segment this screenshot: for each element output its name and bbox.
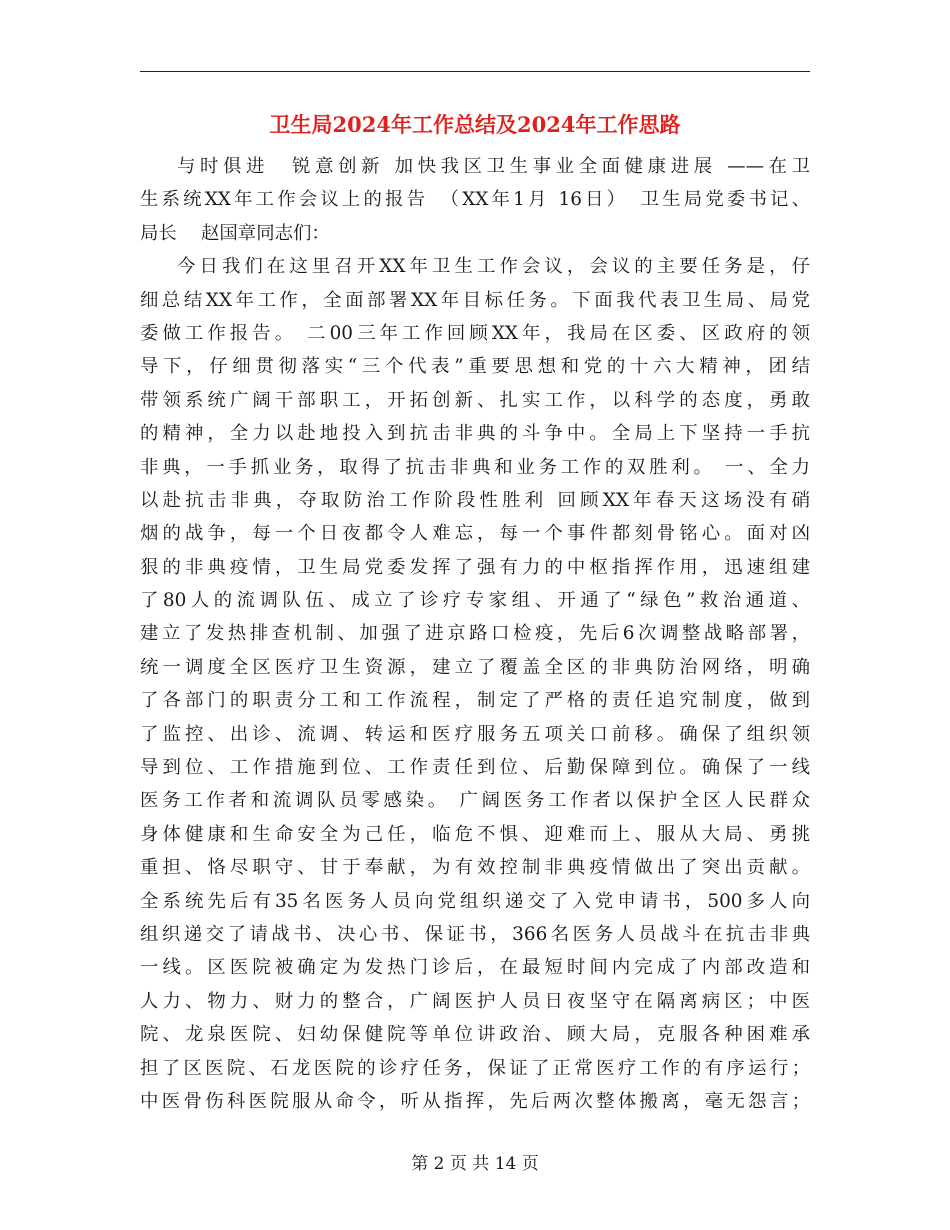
body-line-16: 统一调度全区医疗卫生资源，建立了覆盖全区的非典防治网络，明确 xyxy=(140,656,810,678)
document-title: 卫生局2024年工作总结及2024年工作思路 xyxy=(269,112,681,137)
body-line-27: 院、龙泉医院、妇幼保健院等单位讲政治、顾大局，克服各种困难承 xyxy=(140,1024,810,1046)
body-line-1: 与时俱进 锐意创新 加快我区卫生事业全面健康进展 ——在卫 xyxy=(177,156,810,177)
body-line-12: 烟的战争，每一个日夜都令人难忘，每一个事件都刻骨铭心。面对凶 xyxy=(140,523,810,545)
body-line-14: 了80人的流调队伍、成立了诊疗专家组、开通了“绿色”救治通道、 xyxy=(140,590,810,612)
body-line-9: 的精神，全力以赴地投入到抗击非典的斗争中。全局上下坚持一手抗 xyxy=(140,423,810,445)
body-line-28: 担了区医院、石龙医院的诊疗任务，保证了正常医疗工作的有序运行； xyxy=(140,1057,810,1079)
body-line-11: 以赴抗击非典，夺取防治工作阶段性胜利 回顾XX年春天这场没有硝 xyxy=(140,489,810,511)
body-line-6: 委做工作报告。 二00三年工作回顾XX年，我局在区委、区政府的领 xyxy=(140,322,810,344)
body-line-26: 人力、物力、财力的整合，广阔医护人员日夜坚守在隔离病区；中医 xyxy=(140,990,810,1012)
body-line-19: 导到位、工作措施到位、工作责任到位、后勤保障到位。确保了一线 xyxy=(140,757,810,779)
body-line-4: 今日我们在这里召开XX年卫生工作会议，会议的主要任务是，仔 xyxy=(177,256,810,278)
body-line-29: 中医骨伤科医院服从命令，听从指挥，先后两次整体搬离，毫无怨言； xyxy=(140,1090,810,1112)
body-line-25: 一线。区医院被确定为发热门诊后，在最短时间内完成了内部改造和 xyxy=(140,957,810,979)
body-line-8: 带领系统广阔干部职工，开拓创新、扎实工作，以科学的态度，勇敢 xyxy=(140,389,810,411)
body-line-18: 了监控、出诊、流调、转运和医疗服务五项关口前移。确保了组织领 xyxy=(140,723,810,745)
body-line-13: 狠的非典疫情，卫生局党委发挥了强有力的中枢指挥作用，迅速组建 xyxy=(140,556,810,578)
body-line-22: 重担、恪尽职守、甘于奉献，为有效控制非典疫情做出了突出贡献。 xyxy=(140,857,810,879)
body-line-20: 医务工作者和流调队员零感染。 广阔医务工作者以保护全区人民群众 xyxy=(140,790,810,812)
body-line-10: 非典，一手抓业务，取得了抗击非典和业务工作的双胜利。 一、全力 xyxy=(140,456,810,478)
page-number: 第 2 页 共 14 页 xyxy=(411,1154,539,1174)
body-line-21: 身体健康和生命安全为己任，临危不惧、迎难而上、服从大局、勇挑 xyxy=(140,823,810,845)
body-line-2: 生系统XX年工作会议上的报告 （XX年1月 16日） 卫生局党委书记、 xyxy=(140,189,810,211)
body-line-24: 组织递交了请战书、决心书、保证书，366名医务人员战斗在抗击非典 xyxy=(140,923,810,945)
body-line-3: 局长 赵国章同志们： xyxy=(140,222,330,244)
body-line-15: 建立了发热排查机制、加强了进京路口检疫，先后6次调整战略部署， xyxy=(140,623,810,645)
body-line-23: 全系统先后有35名医务人员向党组织递交了入党申请书，500多人向 xyxy=(140,890,810,912)
body-line-7: 导下，仔细贯彻落实“三个代表”重要思想和党的十六大精神，团结 xyxy=(140,356,810,378)
header-rule xyxy=(140,71,810,72)
body-line-5: 细总结XX年工作，全面部署XX年目标任务。下面我代表卫生局、局党 xyxy=(140,289,810,311)
document-body xyxy=(140,150,810,1118)
body-line-17: 了各部门的职责分工和工作流程，制定了严格的责任追究制度，做到 xyxy=(140,690,810,712)
